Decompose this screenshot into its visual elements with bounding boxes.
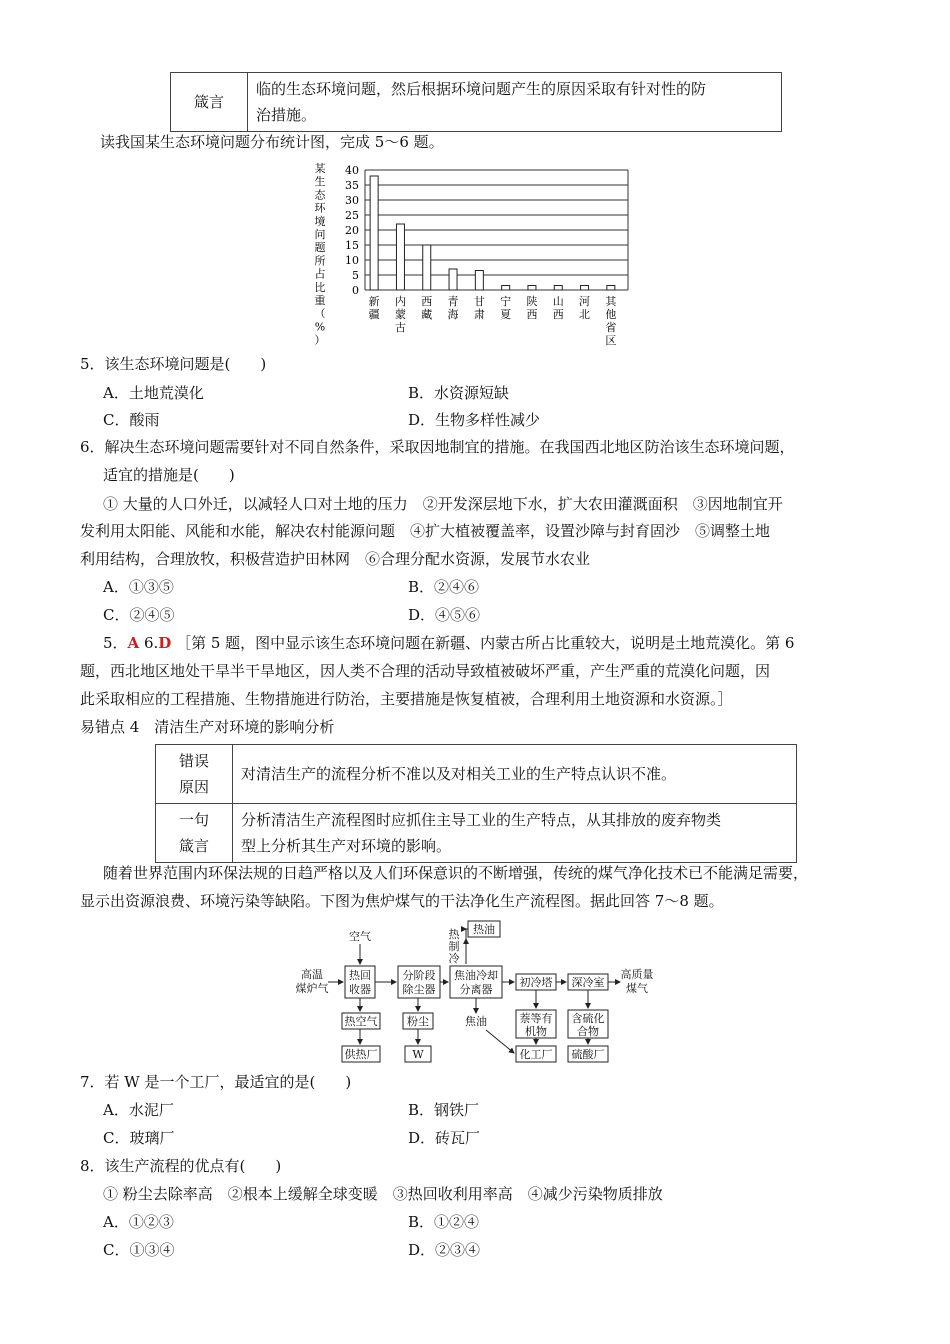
flow-diagram [290, 918, 670, 1068]
w-box [405, 1046, 431, 1062]
q8-option-a: A．①②③ [103, 1213, 174, 1231]
q7-option-c: C．玻璃厂 [103, 1129, 175, 1147]
answer-5: A [127, 634, 140, 652]
x-tick-label: 河北 [579, 295, 591, 321]
bar-青海 [449, 269, 457, 290]
q7-option-b: B．钢铁厂 [408, 1101, 480, 1119]
bar-甘肃 [475, 271, 483, 291]
y-tick-label: 0 [352, 284, 359, 297]
y-axis-label: 某生态环境问题所占比重（%） [314, 162, 326, 347]
bar-陕西 [528, 286, 536, 291]
svg-text:含硫化: 含硫化 [571, 1012, 605, 1025]
x-tick-label: 山西 [552, 295, 564, 321]
naphthalene-box [516, 1010, 556, 1038]
intro-7-8-line2: 显示出资源浪费、环境污染等缺陷。下图为焦炉煤气的干法净化生产流程图。据此回答 7～8 题。 [80, 892, 724, 910]
maxim-label-2: 一句 箴言 [156, 804, 233, 863]
svg-text:收器: 收器 [349, 983, 371, 996]
bar-新疆 [370, 176, 378, 290]
svg-text:除尘器: 除尘器 [402, 983, 436, 996]
y-tick-label: 25 [345, 209, 359, 222]
q5-stem: 5．该生态环境问题是( ) [80, 355, 267, 373]
hot-air-box [342, 1013, 380, 1029]
answer-5-6-line1: 5．A 6.D ［第 5 题，图中显示该生态环境问题在新疆、内蒙古所占比重较大，说明是土地荒漠化。第 6 [103, 634, 795, 652]
y-tick-label: 10 [345, 254, 359, 267]
svg-text:焦油冷却: 焦油冷却 [454, 969, 498, 982]
q8-option-d: D．②③④ [408, 1241, 481, 1259]
y-tick-label: 30 [345, 194, 359, 207]
deep-cooling-box [568, 974, 608, 990]
x-tick-label: 新疆 [368, 295, 380, 321]
y-tick-label: 35 [345, 179, 359, 192]
section4-title: 易错点 4 清洁生产对环境的影响分析 [80, 718, 335, 736]
svg-text:合物: 合物 [577, 1025, 599, 1038]
y-tick-label: 15 [345, 239, 359, 252]
tar-separator-box [450, 966, 502, 998]
primary-cooling-box [516, 974, 556, 990]
section4-table [155, 744, 797, 863]
error-cause-text: 对清洁生产的流程分析不准以及对相关工业的生产特点认识不准。 [233, 745, 797, 804]
svg-text:热空气: 热空气 [344, 1015, 378, 1028]
sulfide-box [568, 1010, 608, 1038]
y-tick-label: 5 [352, 269, 359, 282]
x-tick-label: 西藏 [421, 295, 433, 321]
air-label: 空气 [349, 930, 371, 943]
bar-河北 [581, 286, 589, 291]
q8-option-c: C．①③④ [103, 1241, 175, 1259]
answer-6: D [158, 634, 172, 652]
cooling-label-1: 热 [448, 928, 460, 941]
q6-option-b: B．②④⑥ [408, 578, 480, 596]
bar-西藏 [423, 245, 431, 290]
heating-plant-box [342, 1046, 380, 1062]
svg-text:萘等有: 萘等有 [519, 1012, 553, 1025]
x-tick-label: 宁夏 [500, 295, 512, 321]
hot-oil-box [468, 921, 500, 937]
q8-items: ① 粉尘去除率高 ②根本上缓解全球变暖 ③热回收利用率高 ④减少污染物质排放 [103, 1185, 663, 1203]
q5-option-b: B．水资源短缺 [408, 384, 510, 402]
svg-text:供热厂: 供热厂 [344, 1048, 378, 1061]
q8-option-b: B．①②④ [408, 1213, 480, 1231]
q5-option-c: C．酸雨 [103, 411, 160, 429]
answer-5-6-line2: 题，西北地区地处干旱半干旱地区，因人类不合理的活动导致植被破坏严重，产生严重的荒漠化问题，因 [80, 662, 771, 680]
output-label-2: 煤气 [626, 982, 648, 995]
svg-text:硫酸厂: 硫酸厂 [571, 1048, 605, 1061]
intro-7-8-line1: 随着世界范围内环保法规的日趋严格以及人们环保意识的不断增强，传统的煤气净化技术已不能满足需要， [103, 864, 809, 882]
q6-option-c: C．②④⑤ [103, 606, 175, 624]
q6-option-d: D．④⑤⑥ [408, 606, 481, 624]
maxim-text: 临的生态环境问题，然后根据环境问题产生的原因采取有针对性的防 治措施。 [248, 73, 782, 132]
q6-items-line2: 发利用太阳能、风能和水能，解决农村能源问题 ④扩大植被覆盖率，设置沙障与封育固沙 ⑤调整土地 [80, 522, 771, 540]
x-tick-label: 其他省区 [605, 295, 617, 347]
dust-remover-box [398, 966, 440, 998]
svg-text:热油: 热油 [473, 923, 495, 936]
q5-option-a: A．土地荒漠化 [103, 384, 204, 402]
q5-option-d: D．生物多样性减少 [408, 411, 541, 429]
q6-stem-line1: 6．解决生态环境问题需要针对不同自然条件，采取因地制宜的措施。在我国西北地区防治该生态环境问题， [80, 438, 795, 456]
q7-option-a: A．水泥厂 [103, 1101, 174, 1119]
svg-text:W: W [412, 1048, 424, 1061]
intro-5-6: 读我国某生态环境问题分布统计图，完成 5～6 题。 [100, 133, 444, 151]
svg-text:化工厂: 化工厂 [519, 1048, 553, 1061]
svg-text:分离器: 分离器 [459, 983, 493, 996]
bar-chart [310, 160, 640, 350]
q7-stem: 7．若 W 是一个工厂，最适宜的是( ) [80, 1073, 352, 1091]
tar-oil-label [465, 1014, 487, 1028]
powder-box [403, 1013, 433, 1029]
cooling-label-3: 冷 [448, 952, 460, 965]
x-tick-label: 内蒙古 [394, 295, 406, 334]
maxim-label: 箴言 [171, 73, 248, 132]
input-label-1: 高温 [301, 968, 323, 981]
bar-内蒙古 [396, 224, 404, 290]
svg-text:焦油: 焦油 [465, 1015, 487, 1028]
answer-5-6-line3: 此采取相应的工程措施、生物措施进行防治，主要措施是恢复植被，合理利用土地资源和水资源。］ [80, 690, 733, 708]
x-tick-label: 陕西 [526, 295, 538, 321]
q6-stem-line2: 适宜的措施是( ) [103, 466, 235, 484]
heat-recovery-box [345, 966, 375, 998]
top-maxim-table [170, 72, 782, 132]
svg-text:热回: 热回 [349, 969, 371, 982]
q6-option-a: A．①③⑤ [103, 578, 174, 596]
chemical-plant-box [516, 1046, 556, 1062]
svg-text:机物: 机物 [525, 1025, 547, 1038]
error-cause-label: 错误 原因 [156, 745, 233, 804]
svg-text:粉尘: 粉尘 [407, 1015, 429, 1028]
q8-stem: 8．该生产流程的优点有( ) [80, 1157, 282, 1175]
x-tick-label: 甘肃 [473, 295, 485, 321]
bar-宁夏 [502, 286, 510, 291]
acid-plant-box [568, 1046, 608, 1062]
svg-text:分阶段: 分阶段 [402, 969, 436, 982]
q6-items-line3: 利用结构，合理放牧，积极营造护田林网 ⑥合理分配水资源，发展节水农业 [80, 550, 591, 568]
x-tick-label: 青海 [447, 295, 459, 321]
bar-山西 [554, 286, 562, 291]
svg-text:深冷室: 深冷室 [571, 976, 605, 989]
input-label-2: 煤炉气 [295, 982, 329, 995]
q6-items-line1: ① 大量的人口外迁，以减轻人口对土地的压力 ②开发深层地下水，扩大农田灌溉面积 ③因地制宜开 [103, 495, 783, 513]
cooling-label-2: 制 [448, 940, 460, 953]
y-tick-label: 20 [345, 224, 359, 237]
q7-option-d: D．砖瓦厂 [408, 1129, 481, 1147]
bar-其他省区 [607, 286, 615, 291]
maxim-text-2: 分析清洁生产流程图时应抓住主导工业的生产特点，从其排放的废弃物类 型上分析其生产对环境的影响。 [233, 804, 797, 863]
svg-text:初冷塔: 初冷塔 [519, 976, 553, 989]
y-tick-label: 40 [345, 164, 359, 177]
output-label-1: 高质量 [620, 968, 654, 981]
